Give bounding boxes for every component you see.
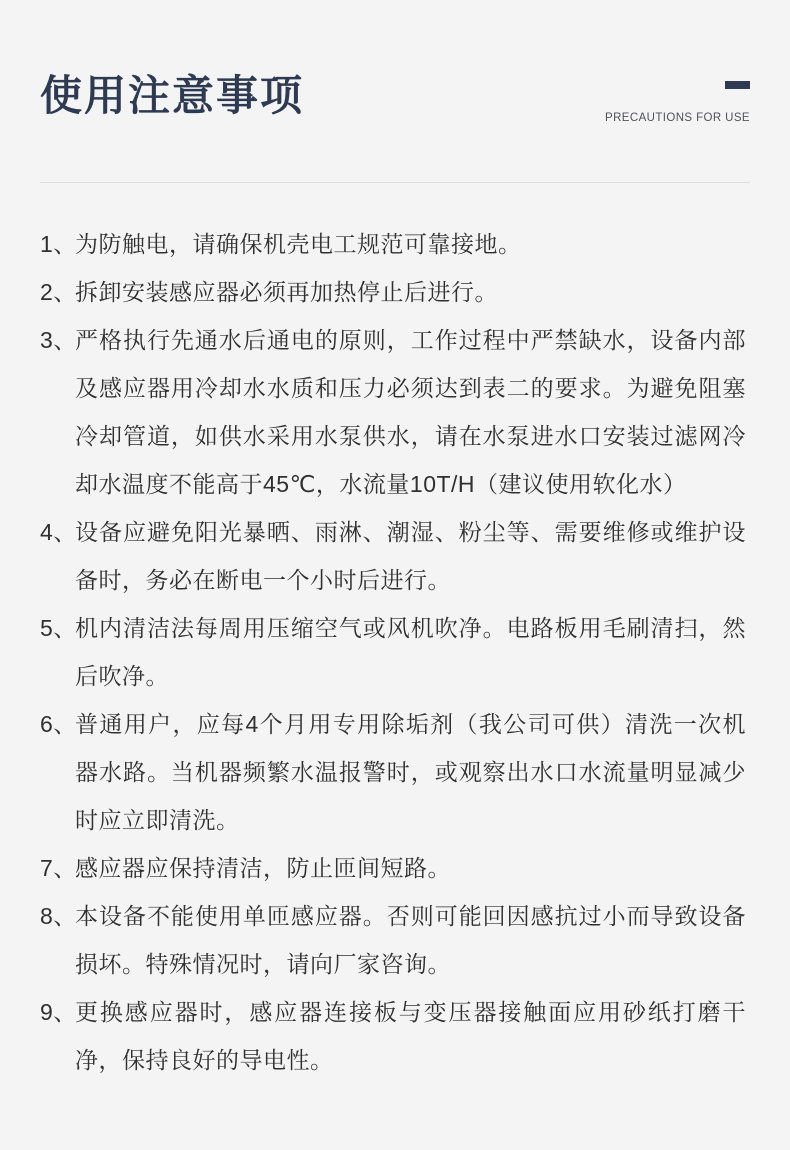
item-text: 为防触电，请确保机壳电工规范可靠接地。 (75, 231, 522, 257)
item-text: 严格执行先通水后通电的原则，工作过程中严禁缺水，设备内部及感应器用冷却水水质和压力必须达到表二的要求。为避免阻塞冷却管道，如供水采用水泵供水，请在水泵进水口安装过滤网冷却水温度不能高于45℃，水流量10T/H（建议使用软化水） (75, 327, 746, 497)
list-item (40, 268, 746, 316)
list-item (40, 508, 746, 604)
header-divider (40, 182, 750, 183)
item-number: 3、 (40, 327, 77, 353)
page-subtitle: PRECAUTIONS FOR USE (605, 112, 750, 124)
page-title: 使用注意事项 (40, 72, 305, 119)
item-number: 1、 (40, 231, 77, 257)
header-subtitle-block (605, 81, 750, 124)
list-item (40, 316, 746, 508)
item-text: 感应器应保持清洁，防止匝间短路。 (75, 855, 451, 881)
item-number: 8、 (40, 903, 77, 929)
item-text: 拆卸安装感应器必须再加热停止后进行。 (75, 279, 498, 305)
item-number: 9、 (40, 999, 77, 1025)
item-number: 5、 (40, 615, 77, 641)
list-item (40, 604, 746, 700)
item-text: 本设备不能使用单匝感应器。否则可能回因感抗过小而导致设备损坏。特殊情况时，请向厂家咨询。 (75, 903, 746, 977)
item-number: 7、 (40, 855, 77, 881)
list-item (40, 892, 746, 988)
item-text: 设备应避免阳光暴晒、雨淋、潮湿、粉尘等、需要维修或维护设备时，务必在断电一个小时后进行。 (75, 519, 746, 593)
item-text: 普通用户，应每4个月用专用除垢剂（我公司可供）清洗一次机器水路。当机器频繁水温报警时，或观察出水口水流量明显减少时应立即清洗。 (75, 711, 746, 833)
item-number: 2、 (40, 279, 77, 305)
list-item (40, 844, 746, 892)
list-item (40, 700, 746, 844)
item-number: 4、 (40, 519, 77, 545)
list-item (40, 988, 746, 1084)
list-item (40, 220, 746, 268)
precautions-list (40, 220, 746, 1084)
page-header (0, 0, 790, 182)
dash-icon (725, 81, 750, 89)
item-number: 6、 (40, 711, 77, 737)
item-text: 机内清洁法每周用压缩空气或风机吹净。电路板用毛刷清扫，然后吹净。 (75, 615, 746, 689)
item-text: 更换感应器时，感应器连接板与变压器接触面应用砂纸打磨干净，保持良好的导电性。 (75, 999, 746, 1073)
